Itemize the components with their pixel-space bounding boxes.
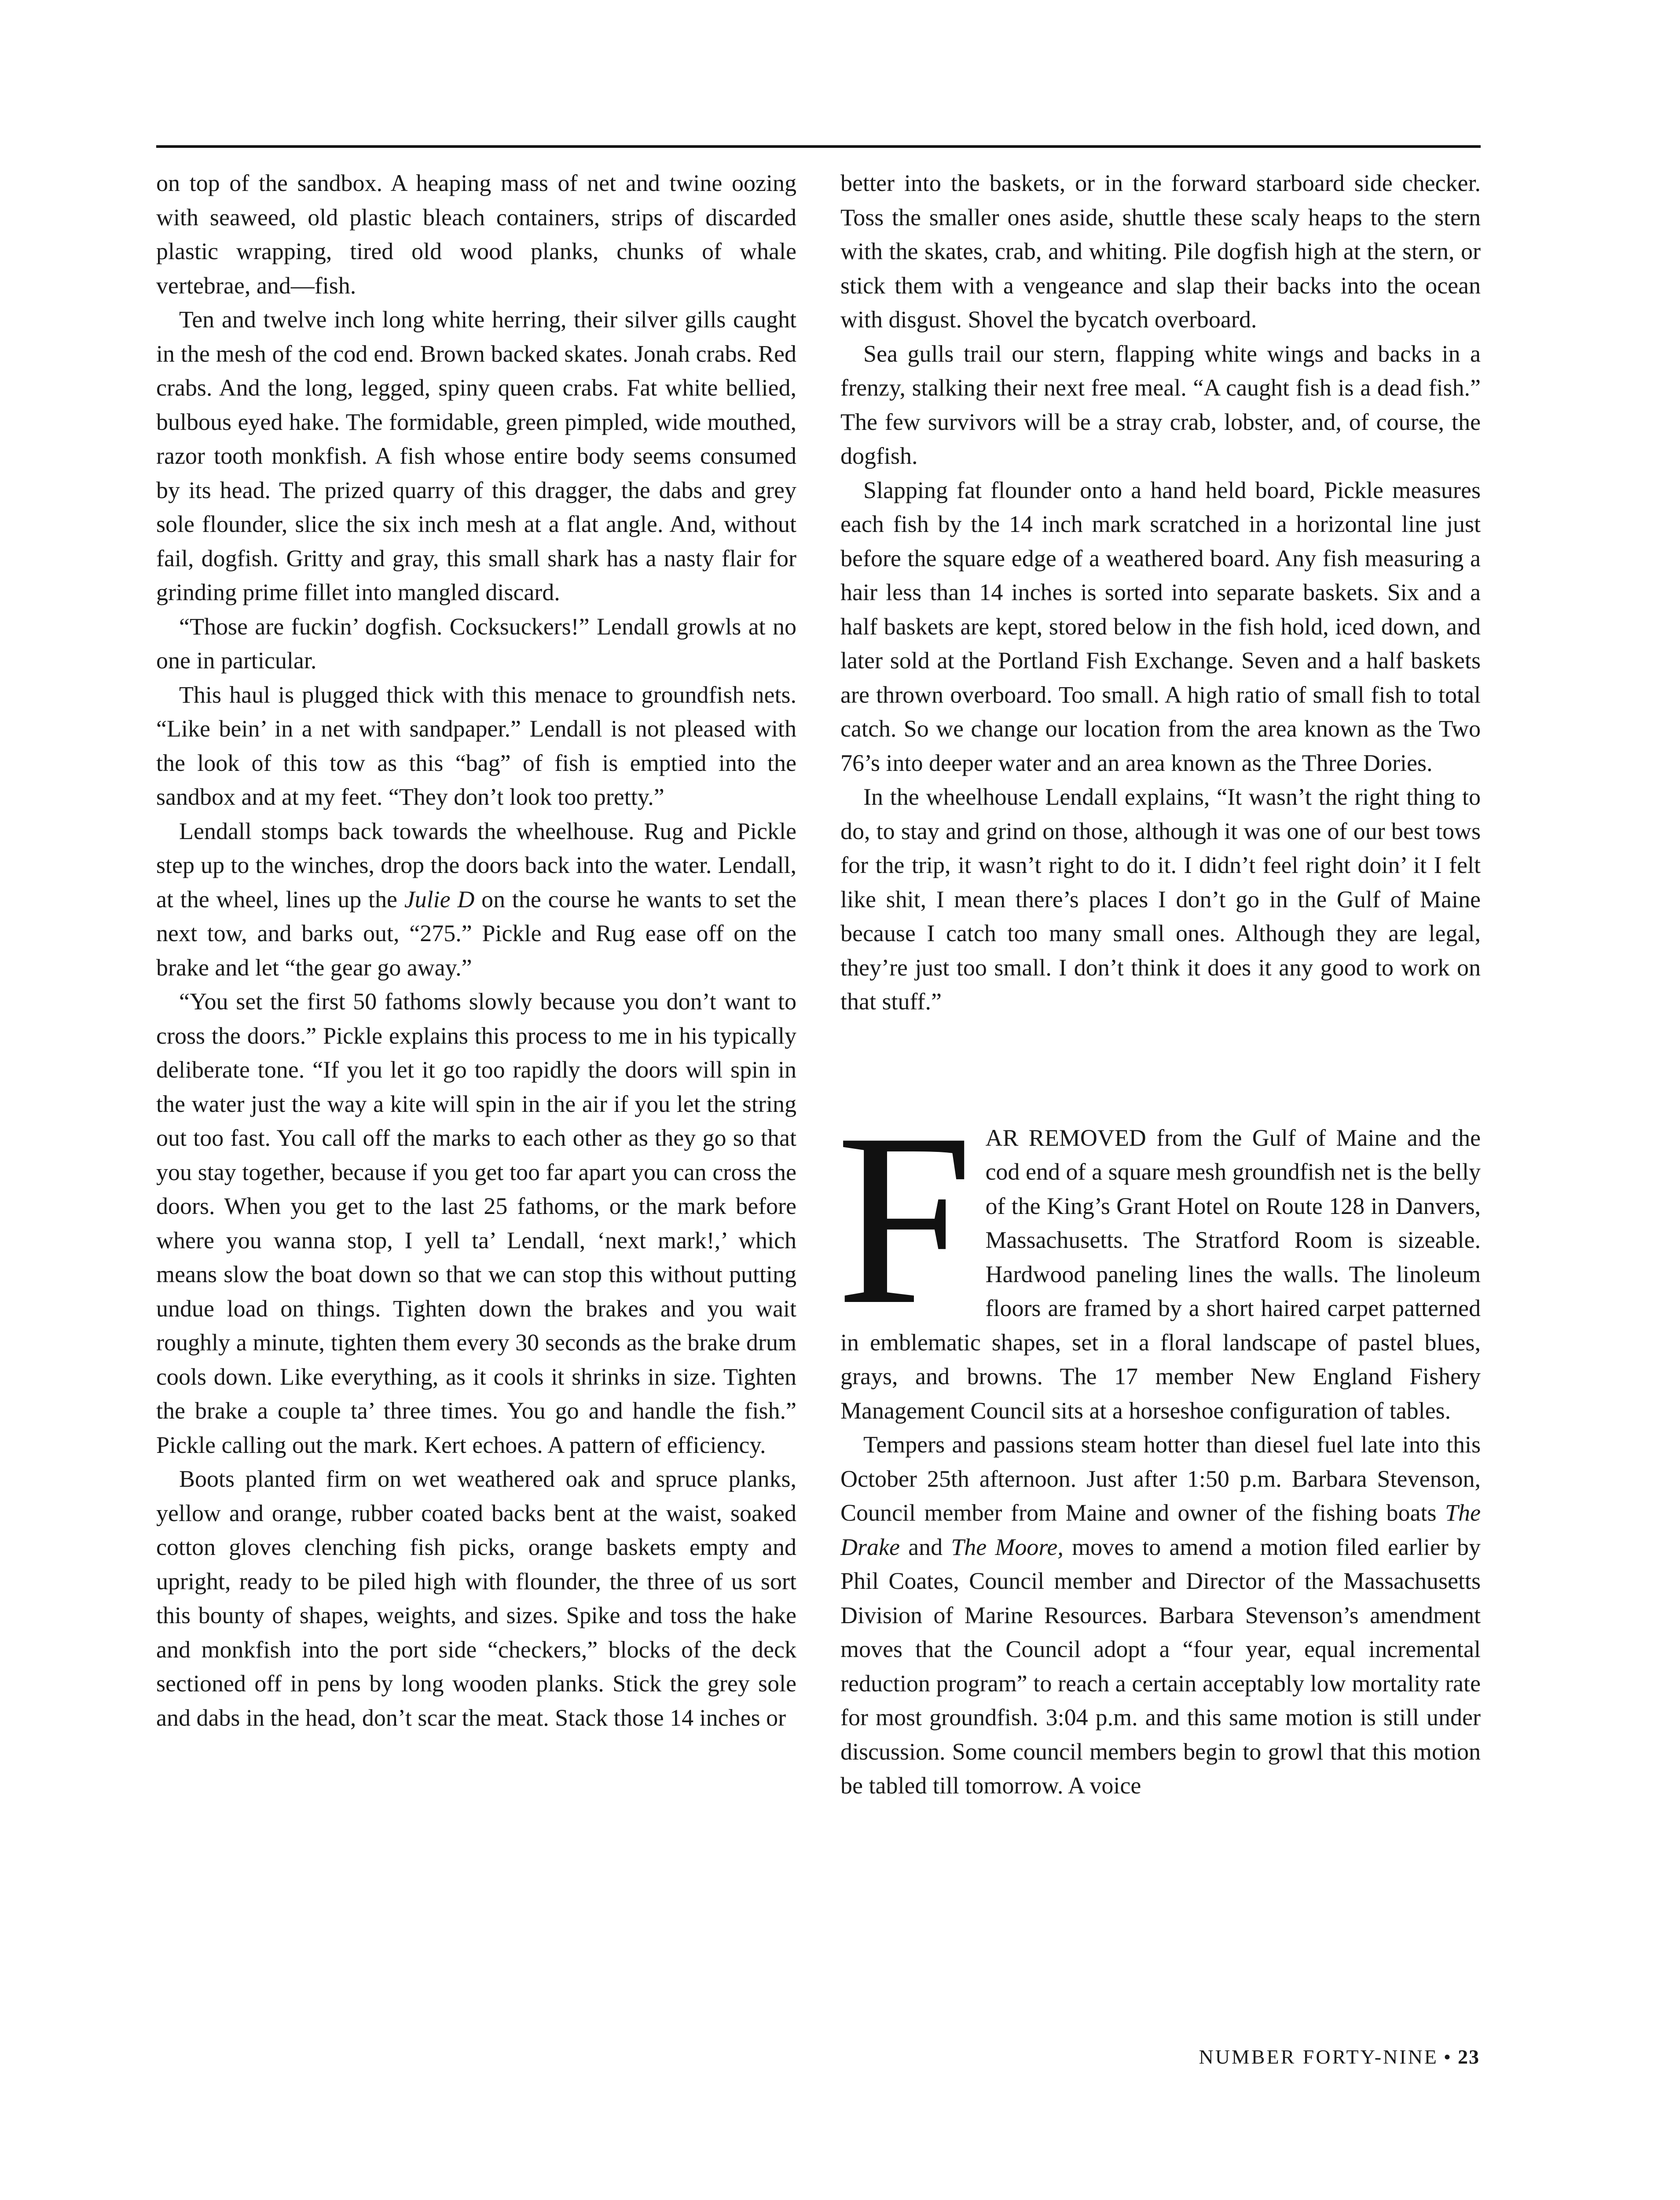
paragraph: [156, 814, 796, 985]
text-run: and: [899, 1533, 951, 1560]
paragraph: Slapping fat flounder onto a hand held board, Pickle measures each fish by the 14 inch mark scratched in a horizontal line just before the square edge of a weathered board. Any fish measuring a hair less than 14 inches is sorted into separate baskets. Six and a half baskets are kept, stored below in the fish hold, iced down, and later sold at the Portland Fish Exchange. Seven and a half baskets are thrown overboard. Too small. A high ratio of small fish to total catch. So we change our location from the area known as the Two 76’s into deeper water and an area known as the Three Dories.: [840, 477, 1481, 776]
section-opening-paragraph: [836, 1082, 1481, 1428]
drop-cap: F: [836, 1082, 973, 1356]
text-run: Lendall stomps back towards the wheelhouse. Rug and Pickle step up to the winches, drop the doors back into the water. Lendall, at the wheel, lines up the: [156, 818, 796, 913]
page-number: 23: [1458, 2046, 1480, 2068]
boat-name-the-drake: The Drake: [840, 1500, 1481, 1560]
paragraph: “You set the first 50 fathoms slowly because you don’t want to cross the doors.” Pickle explains this process to me in his typically deliberate tone. “If you let it go too rapidly the doors will spin in the water just the way a kite will spin in the air if you let the string out too fast. You call off the marks to each other as they go so that you stay together, because if you get too far apart you can cross the doors. When you get to the last 25 fathoms, or the mark before where you wanna stop, I yell ta’ Lendall, ‘next mark!,’ which means slow the boat down so that we can stop this without putting undue load on things. Tighten down the brakes and you wait roughly a minute, tighten them every 30 seconds as the brake drum cools down. Like everything, as it cools it shrinks in size. Tighten the brake a couple ta’ three times. You go and handle the fish.” Pickle calling out the mark. Kert echoes. A pattern of efficiency.: [156, 988, 796, 1458]
lead-in: AR REMOVED: [985, 1124, 1146, 1151]
paragraph: Ten and twelve inch long white herring, their silver gills caught in the mesh of the cod end. Brown backed skates. Jonah crabs. Red crabs. And the long, legged, spiny queen crabs. Fat white bellied, bulbous eyed hake. The formidable, green pimpled, wide mouthed, razor tooth monkfish. A fish whose entire body seems consumed by its head. The prized quarry of this dragger, the dabs and grey sole flounder, slice the six inch mesh at a flat angle. And, without fail, dogfish. Gritty and gray, this small shark has a nasty flair for grinding prime fillet into mangled discard.: [156, 306, 796, 605]
text-run: from the Gulf of Maine and the cod end of a square mesh groundfish net is the belly of the King’s Grant Hotel on Route 128 in Danvers, Massachusetts. The Stratford Room is sizeable. Hardwood paneling lines the walls. The linoleum floors are framed by a short haired carpet patterned in emblematic shapes, set in a floral landscape of pastel blues, grays, and browns. The 17 member New England Fishery Management Council sits at a horseshoe configuration of tables.: [840, 1124, 1481, 1424]
paragraph: “Those are fuckin’ dogfish. Cocksuckers!” Lendall growls at no one in particular.: [156, 613, 796, 674]
paragraph: Sea gulls trail our stern, flapping white wings and backs in a frenzy, stalking their next free meal. “A caught fish is a dead fish.” The few survivors will be a stray crab, lobster, and, of course, the dogfish.: [840, 340, 1481, 469]
text-run: on the course he wants to set the next tow, and barks out, “275.” Pickle and Rug ease off on the brake and let “the gear go away.”: [156, 886, 796, 981]
page-footer: [1199, 2045, 1480, 2068]
left-column: [156, 166, 796, 1735]
separator-dot: •: [1443, 2046, 1453, 2068]
paragraph: This haul is plugged thick with this menace to groundfish nets. “Like bein’ in a net with sandpaper.” Lendall is not pleased with the look of this tow as this “bag” of fish is emptied into the sandbox and at my feet. “They don’t look too pretty.”: [156, 681, 796, 810]
paragraph: Boots planted firm on wet weathered oak and spruce planks, yellow and orange, rubber coated backs bent at the waist, soaked cotton gloves clenching fish picks, orange baskets empty and upright, ready to be piled high with flounder, the three of us sort this bounty of shapes, weights, and sizes. Spike and toss the hake and monkfish into the port side “checkers,” blocks of the deck sectioned off in pens by long wooden planks. Stick the grey sole and dabs in the head, don’t scar the meat. Stack those 14 inches or: [156, 1466, 796, 1731]
right-column: [836, 166, 1481, 1803]
paragraph: [840, 1428, 1481, 1803]
boat-name-the-moore: The Moore,: [951, 1533, 1064, 1560]
paragraph: In the wheelhouse Lendall explains, “It wasn’t the right thing to do, to stay and grind on those, although it was one of our best tows for the trip, it wasn’t right to do it. I didn’t feel right doin’ it I felt like shit, I mean there’s places I don’t go in the Gulf of Maine because I catch too many small ones. Although they are legal, they’re just too small. I don’t think it does it any good to work on that stuff.”: [840, 784, 1481, 1015]
text-run: moves to amend a motion filed earlier by Phil Coates, Council member and Director of the Massachusetts Division of Marine Resources. Barbara Stevenson’s amendment moves that the Council adopt a “four year, equal incremental reduction program” to reach a certain acceptably low mortality rate for most groundfish. 3:04 p.m. and this same motion is still under discussion. Some council members begin to growl that this motion be tabled till tomorrow. A voice: [840, 1533, 1481, 1799]
issue-label: NUMBER FORTY-NINE: [1199, 2046, 1438, 2068]
boat-name-julie-d: Julie D: [404, 886, 475, 913]
text-run: Tempers and passions steam hotter than diesel fuel late into this October 25th afternoon. Just after 1:50 p.m. Barbara Stevenson, Council member from Maine and owner of the fishing boats: [840, 1431, 1481, 1526]
paragraph: better into the baskets, or in the forward starboard side checker. Toss the smaller ones aside, shuttle these scaly heaps to the stern with the skates, crab, and whiting. Pile dogfish high at the stern, or stick them with a vengeance and slap their backs into the ocean with disgust. Shovel the bycatch overboard.: [840, 170, 1481, 333]
top-rule: [156, 145, 1481, 148]
paragraph: on top of the sandbox. A heaping mass of net and twine oozing with seaweed, old plastic bleach containers, strips of discarded plastic wrapping, tired old wood planks, chunks of whale vertebrae, and—fish.: [156, 170, 796, 299]
